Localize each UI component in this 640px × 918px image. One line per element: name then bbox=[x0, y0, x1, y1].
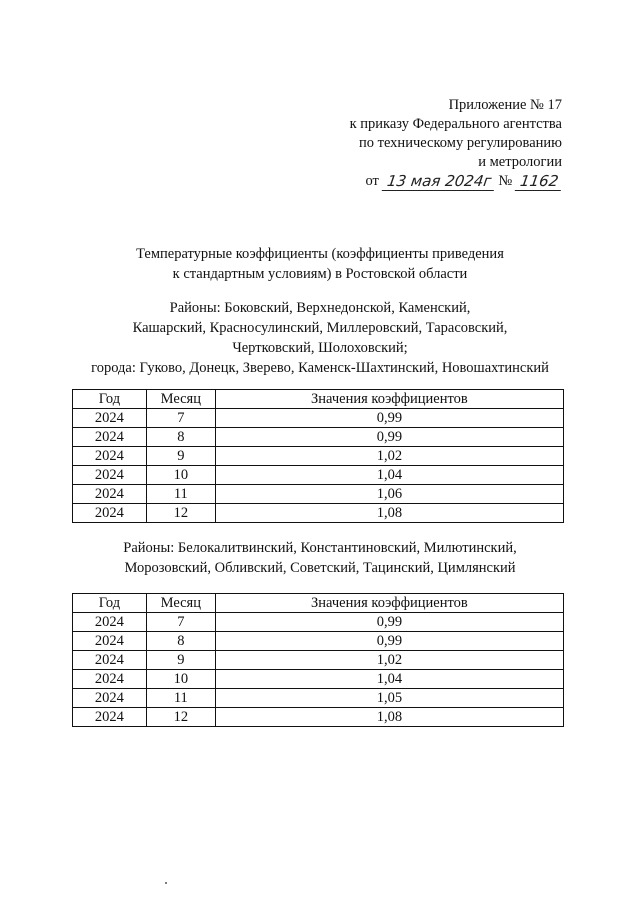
cell-value: 0,99 bbox=[215, 428, 563, 447]
cell-year: 2024 bbox=[73, 428, 147, 447]
table-row bbox=[73, 466, 564, 485]
cell-year: 2024 bbox=[73, 670, 147, 689]
appendix-line: к приказу Федерального агентства bbox=[349, 116, 562, 132]
cell-month: 11 bbox=[146, 689, 215, 708]
header-year: Год bbox=[73, 594, 147, 613]
cell-month: 9 bbox=[146, 447, 215, 466]
header-value: Значения коэффициентов bbox=[215, 594, 563, 613]
districts-line: Районы: Боковский, Верхнедонской, Каменский, bbox=[169, 300, 471, 316]
cell-month: 10 bbox=[146, 670, 215, 689]
cell-month: 7 bbox=[146, 409, 215, 428]
cell-year: 2024 bbox=[73, 632, 147, 651]
coefficients-table-1 bbox=[72, 389, 564, 523]
cell-value: 1,08 bbox=[215, 708, 563, 727]
cell-month: 9 bbox=[146, 651, 215, 670]
districts-line: Кашарский, Красносулинский, Миллеровский, Тарасовский, bbox=[132, 320, 508, 336]
cell-year: 2024 bbox=[73, 504, 147, 523]
number-label: № bbox=[498, 173, 513, 189]
table-row bbox=[73, 651, 564, 670]
districts-line: Морозовский, Обливский, Советский, Тацинский, Цимлянский bbox=[124, 560, 516, 576]
districts-line: Чертковский, Шолоховский; bbox=[232, 340, 408, 356]
cell-month: 10 bbox=[146, 466, 215, 485]
section1-districts bbox=[0, 298, 640, 378]
cell-year: 2024 bbox=[73, 708, 147, 727]
districts-line: города: Гуково, Донецк, Зверево, Каменск-Шахтинский, Новошахтинский bbox=[91, 360, 549, 376]
document-title bbox=[0, 244, 640, 284]
coefficients-table-2 bbox=[72, 593, 564, 727]
cell-year: 2024 bbox=[73, 447, 147, 466]
title-line: Температурные коэффициенты (коэффициенты приведения bbox=[136, 246, 504, 262]
cell-value: 0,99 bbox=[215, 613, 563, 632]
table-row bbox=[73, 447, 564, 466]
appendix-line: по техническому регулированию bbox=[358, 135, 562, 151]
table-row bbox=[73, 485, 564, 504]
appendix-line: Приложение № 17 bbox=[448, 97, 562, 113]
table-row bbox=[73, 708, 564, 727]
order-reference bbox=[350, 172, 562, 191]
cell-value: 1,06 bbox=[215, 485, 563, 504]
cell-year: 2024 bbox=[73, 485, 147, 504]
cell-year: 2024 bbox=[73, 409, 147, 428]
cell-month: 11 bbox=[146, 485, 215, 504]
cell-month: 7 bbox=[146, 613, 215, 632]
cell-year: 2024 bbox=[73, 651, 147, 670]
table-header-row bbox=[73, 594, 564, 613]
title-line: к стандартным условиям) в Ростовской области bbox=[172, 266, 468, 282]
cell-value: 1,02 bbox=[215, 651, 563, 670]
cell-value: 1,02 bbox=[215, 447, 563, 466]
cell-value: 1,08 bbox=[215, 504, 563, 523]
table-row bbox=[73, 428, 564, 447]
table-row bbox=[73, 689, 564, 708]
table-row bbox=[73, 613, 564, 632]
table-header-row bbox=[73, 390, 564, 409]
scan-speck bbox=[165, 882, 167, 884]
table-row bbox=[73, 670, 564, 689]
cell-value: 1,04 bbox=[215, 466, 563, 485]
districts-line: Районы: Белокалитвинский, Константиновский, Милютинский, bbox=[123, 540, 517, 556]
cell-year: 2024 bbox=[73, 466, 147, 485]
handwritten-number: 1162 bbox=[515, 173, 564, 191]
appendix-block bbox=[350, 96, 562, 191]
table-row bbox=[73, 504, 564, 523]
cell-value: 0,99 bbox=[215, 632, 563, 651]
header-month: Месяц bbox=[146, 390, 215, 409]
table-row bbox=[73, 632, 564, 651]
header-year: Год bbox=[73, 390, 147, 409]
table-row bbox=[73, 409, 564, 428]
cell-year: 2024 bbox=[73, 689, 147, 708]
header-month: Месяц bbox=[146, 594, 215, 613]
from-label: от bbox=[365, 173, 379, 189]
header-value: Значения коэффициентов bbox=[215, 390, 563, 409]
cell-month: 8 bbox=[146, 428, 215, 447]
cell-value: 0,99 bbox=[215, 409, 563, 428]
cell-year: 2024 bbox=[73, 613, 147, 632]
section2-districts bbox=[0, 538, 640, 578]
handwritten-date: 13 мая 2024г bbox=[381, 173, 496, 191]
cell-month: 8 bbox=[146, 632, 215, 651]
appendix-line: и метрологии bbox=[478, 154, 562, 170]
cell-month: 12 bbox=[146, 504, 215, 523]
cell-month: 12 bbox=[146, 708, 215, 727]
cell-value: 1,05 bbox=[215, 689, 563, 708]
cell-value: 1,04 bbox=[215, 670, 563, 689]
